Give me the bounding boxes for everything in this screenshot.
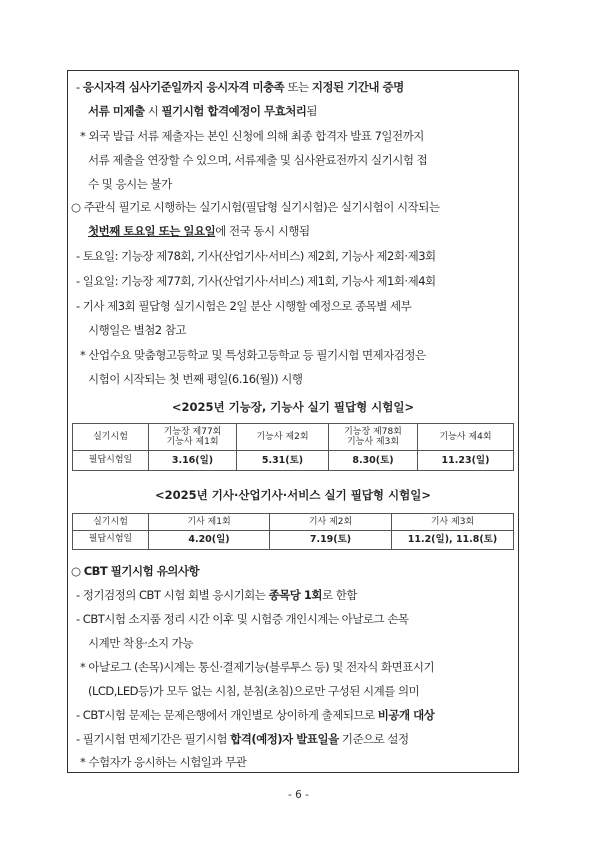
table1-h4: 기능사 제4회 xyxy=(418,424,514,451)
table2 xyxy=(72,513,514,550)
line-11: 시행일은 별첨2 참고 xyxy=(88,323,186,337)
table1-h3: 기능장 제78회 기능사 제3회 xyxy=(329,424,418,451)
table2-data-row xyxy=(73,531,514,550)
table1-r0: 필답시험일 xyxy=(73,451,149,471)
line-7: 첫번째 토요일 또는 일요일에 전국 동시 시행됨 xyxy=(88,224,310,238)
line-3: * 외국 발급 서류 제출자는 본인 신청에 의해 최종 합격자 발표 7일전까지 xyxy=(80,129,424,143)
line-22: * 수험자가 응시하는 시험일과 무관 xyxy=(80,755,247,769)
line-18: * 아날로그 (손목)시계는 통신·결제기능(블루투스 등) 및 전자식 화면표시기 xyxy=(80,660,435,674)
table1-h1: 기능장 제77회 기능사 제1회 xyxy=(149,424,237,451)
table1-v2: 5.31(토) xyxy=(237,451,329,471)
line-6: ○ 주관식 필기로 시행하는 실기시험(필답형 실기시험)은 실기시험이 시작되는 xyxy=(71,200,440,214)
content-box xyxy=(67,70,519,773)
line-2: 서류 미제출 시 필기시험 합격예정이 무효처리됨 xyxy=(88,104,318,118)
line-14: ○ CBT 필기시험 유의사항 xyxy=(71,564,200,578)
line-8: - 토요일: 기능장 제78회, 기사(산업기사·서비스) 제2회, 기능사 제2회·제3회 xyxy=(76,249,436,263)
page-number: - 6 - xyxy=(288,789,309,801)
line-9: - 일요일: 기능장 제77회, 기사(산업기사·서비스) 제1회, 기능사 제1회·제4회 xyxy=(76,274,436,288)
line-15: - 정기검정의 CBT 시험 회별 응시기회는 종목당 1회로 한함 xyxy=(76,588,357,602)
line-5: 수 및 응시는 불가 xyxy=(88,177,172,191)
table2-h2: 기사 제2회 xyxy=(270,514,392,531)
line-1: - 응시자격 심사기준일까지 응시자격 미충족 또는 지정된 기간내 증명 xyxy=(76,80,404,94)
table1-caption: <2025년 기능장, 기능사 실기 필답형 시험일> xyxy=(171,400,415,414)
table2-header-row xyxy=(73,514,514,531)
table1-data-row xyxy=(73,451,514,471)
line-12: * 산업수요 맞춤형고등학교 및 특성화고등학교 등 필기시험 면제자검정은 xyxy=(80,348,426,362)
table1 xyxy=(72,423,514,471)
table2-h1: 기사 제1회 xyxy=(149,514,270,531)
table1-header-row xyxy=(73,424,514,451)
table2-caption: <2025년 기사·산업기사·서비스 실기 필답형 시험일> xyxy=(155,488,431,502)
table2-r0: 필답시험일 xyxy=(73,531,149,550)
table2-v1: 4.20(일) xyxy=(149,531,270,550)
table1-h2: 기능사 제2회 xyxy=(237,424,329,451)
line-21: - 필기시험 면제기간은 필기시험 합격(예정)자 발표일을 기준으로 설정 xyxy=(76,732,409,746)
line-17: 시계만 착용·소지 가능 xyxy=(88,636,193,650)
table1-v3: 8.30(토) xyxy=(329,451,418,471)
table1-v4: 11.23(일) xyxy=(418,451,514,471)
table2-h0: 실기시험 xyxy=(73,514,149,531)
line-13: 시험이 시작되는 첫 번째 평일(6.16(월)) 시행 xyxy=(88,372,303,386)
line-20: - CBT시험 문제는 문제은행에서 개인별로 상이하게 출제되므로 비공개 대상 xyxy=(76,708,435,722)
table1-h0: 실기시험 xyxy=(73,424,149,451)
line-4: 서류 제출을 연장할 수 있으며, 서류제출 및 심사완료전까지 실기시험 접 xyxy=(88,153,428,167)
table2-v2: 7.19(토) xyxy=(270,531,392,550)
table2-h3: 기사 제3회 xyxy=(392,514,514,531)
line-10: - 기사 제3회 필답형 실기시험은 2일 분산 시행할 예정으로 종목별 세부 xyxy=(76,299,412,313)
line-19: (LCD,LED등)가 모두 없는 시침, 분침(초침)으로만 구성된 시계를 의미 xyxy=(88,684,420,698)
line-16: - CBT시험 소지품 정리 시간 이후 및 시험증 개인시계는 아날로그 손목 xyxy=(76,612,409,626)
table1-v1: 3.16(일) xyxy=(149,451,237,471)
table2-v3: 11.2(일), 11.8(토) xyxy=(392,531,514,550)
